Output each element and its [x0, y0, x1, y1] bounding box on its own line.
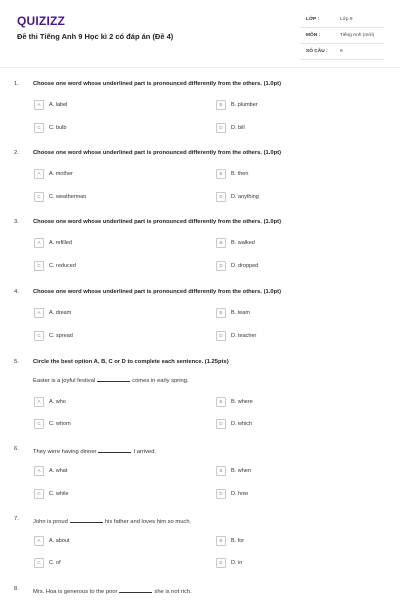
meta-label: MÔN : — [306, 33, 321, 38]
option-letter-box: D — [216, 192, 226, 202]
question-number: 4. — [14, 289, 19, 295]
option-a[interactable] — [34, 536, 70, 545]
sentence-after-blank: she is not rich. — [154, 589, 192, 595]
option-letter-box: D — [216, 331, 226, 341]
option-c[interactable] — [34, 192, 86, 201]
meta-label: SỐ CÂU : — [306, 49, 328, 54]
option-letter-box: C — [34, 419, 44, 429]
question-number: 8. — [14, 586, 19, 592]
option-letter-box: D — [216, 489, 226, 499]
option-a[interactable] — [34, 100, 67, 109]
question-number: 3. — [14, 219, 19, 225]
answer-blank — [119, 586, 152, 593]
option-text: D. teacher — [231, 332, 257, 339]
option-text: D. in — [231, 559, 243, 566]
worksheet-meta — [300, 12, 384, 60]
meta-row-class — [300, 12, 384, 28]
option-a[interactable] — [34, 238, 72, 247]
option-text: C. spread — [49, 332, 73, 339]
meta-row-count — [300, 44, 384, 60]
option-letter-box: D — [216, 419, 226, 429]
question-sentence — [33, 516, 191, 525]
option-letter-box: D — [216, 558, 226, 568]
meta-row-subject — [300, 28, 384, 44]
option-c[interactable] — [34, 419, 71, 428]
option-letter-box: B — [216, 238, 226, 248]
sentence-before-blank: Easter is a joyful festival — [33, 378, 96, 384]
option-c[interactable] — [34, 123, 66, 132]
question-sentence — [33, 586, 192, 595]
option-d[interactable] — [216, 123, 245, 132]
header-divider — [0, 67, 400, 68]
option-letter-box: C — [34, 558, 44, 568]
option-text: D. bill — [231, 124, 245, 131]
option-letter-box: C — [34, 261, 44, 271]
option-text: A. mother — [49, 170, 73, 177]
option-text: B. team — [231, 309, 250, 316]
question-text: Circle the best option A, B, C or D to complete each sentence. (1.25pts) — [33, 359, 229, 365]
option-text: B. then — [231, 170, 249, 177]
option-c[interactable] — [34, 558, 61, 567]
question-number: 7. — [14, 516, 19, 522]
option-letter-box: B — [216, 308, 226, 318]
quizizz-logo: QUIZIZZ — [17, 14, 66, 28]
option-d[interactable] — [216, 419, 252, 428]
option-text: B. walked — [231, 239, 255, 246]
option-text: D. which — [231, 420, 253, 427]
option-letter-box: A — [34, 397, 44, 407]
option-b[interactable] — [216, 100, 258, 109]
option-letter-box: A — [34, 308, 44, 318]
option-letter-box: A — [34, 100, 44, 110]
option-text: C. of — [49, 559, 61, 566]
option-text: D. dropped — [231, 262, 259, 269]
option-a[interactable] — [34, 308, 71, 317]
option-text: D. anything — [231, 193, 259, 200]
option-d[interactable] — [216, 558, 242, 567]
option-b[interactable] — [216, 308, 250, 317]
option-text: A. label — [49, 101, 68, 108]
option-d[interactable] — [216, 489, 248, 498]
question-number: 1. — [14, 81, 19, 87]
option-a[interactable] — [34, 169, 73, 178]
question-sentence — [33, 375, 189, 384]
sentence-before-blank: John is proud — [33, 519, 68, 525]
sentence-before-blank: Mrs. Hoa is generous to the poor — [33, 589, 118, 595]
option-letter-box: B — [216, 397, 226, 407]
option-letter-box: B — [216, 169, 226, 179]
option-letter-box: D — [216, 261, 226, 271]
option-text: B. where — [231, 398, 253, 405]
option-b[interactable] — [216, 536, 244, 545]
option-c[interactable] — [34, 489, 69, 498]
answer-blank — [70, 516, 103, 523]
sentence-after-blank: I arrived. — [133, 449, 157, 455]
option-text: C. reduced — [49, 262, 76, 269]
option-text: A. about — [49, 537, 70, 544]
option-letter-box: A — [34, 536, 44, 546]
option-text: C. while — [49, 490, 69, 497]
option-b[interactable] — [216, 466, 251, 475]
option-letter-box: A — [34, 169, 44, 179]
meta-label: LỚP : — [306, 17, 320, 22]
option-letter-box: B — [216, 100, 226, 110]
option-letter-box: C — [34, 192, 44, 202]
option-letter-box: C — [34, 489, 44, 499]
option-text: B. for — [231, 537, 245, 544]
question-number: 5. — [14, 359, 19, 365]
option-letter-box: C — [34, 331, 44, 341]
option-a[interactable] — [34, 397, 66, 406]
option-text: A. dream — [49, 309, 72, 316]
option-d[interactable] — [216, 331, 256, 340]
option-b[interactable] — [216, 397, 253, 406]
question-number: 6. — [14, 446, 19, 452]
option-text: A. who — [49, 398, 66, 405]
meta-value: Lớp 9 — [340, 17, 353, 22]
option-text: D. how — [231, 490, 249, 497]
answer-blank — [97, 375, 130, 382]
question-text: Choose one word whose underlined part is pronounced differently from the others. (1.0pt) — [33, 81, 281, 87]
option-letter-box: C — [34, 123, 44, 133]
option-d[interactable] — [216, 192, 259, 201]
question-text: Choose one word whose underlined part is pronounced differently from the others. (1.0pt) — [33, 150, 281, 156]
sentence-before-blank: They were having dinner — [33, 449, 97, 455]
option-letter-box: D — [216, 123, 226, 133]
option-c[interactable] — [34, 261, 76, 270]
option-letter-box: A — [34, 238, 44, 248]
option-text: C. bulb — [49, 124, 67, 131]
option-d[interactable] — [216, 261, 258, 270]
option-text: B. when — [231, 467, 251, 474]
option-text: A. what — [49, 467, 68, 474]
question-text: Choose one word whose underlined part is pronounced differently from the others. (1.0pt) — [33, 219, 281, 225]
option-letter-box: B — [216, 466, 226, 476]
option-letter-box: A — [34, 466, 44, 476]
sentence-after-blank: his father and loves him so much. — [104, 519, 192, 525]
option-text: C. whom — [49, 420, 71, 427]
answer-blank — [98, 446, 131, 453]
option-b[interactable] — [216, 169, 248, 178]
question-number: 2. — [14, 150, 19, 156]
option-text: A. refilled — [49, 239, 72, 246]
meta-value: Tiếng Anh (mới) — [340, 33, 375, 38]
option-letter-box: B — [216, 536, 226, 546]
option-b[interactable] — [216, 238, 255, 247]
option-text: B. plumber — [231, 101, 258, 108]
option-a[interactable] — [34, 466, 67, 475]
option-text: C. weatherman — [49, 193, 87, 200]
question-text: Choose one word whose underlined part is pronounced differently from the others. (1.0pt) — [33, 289, 281, 295]
option-c[interactable] — [34, 331, 73, 340]
sentence-after-blank: comes in early spring. — [132, 378, 189, 384]
question-sentence — [33, 446, 156, 455]
worksheet-title: Đề thi Tiếng Anh 9 Học kì 2 có đáp án (Đề 4) — [17, 32, 174, 41]
meta-value: 9 — [340, 49, 343, 54]
